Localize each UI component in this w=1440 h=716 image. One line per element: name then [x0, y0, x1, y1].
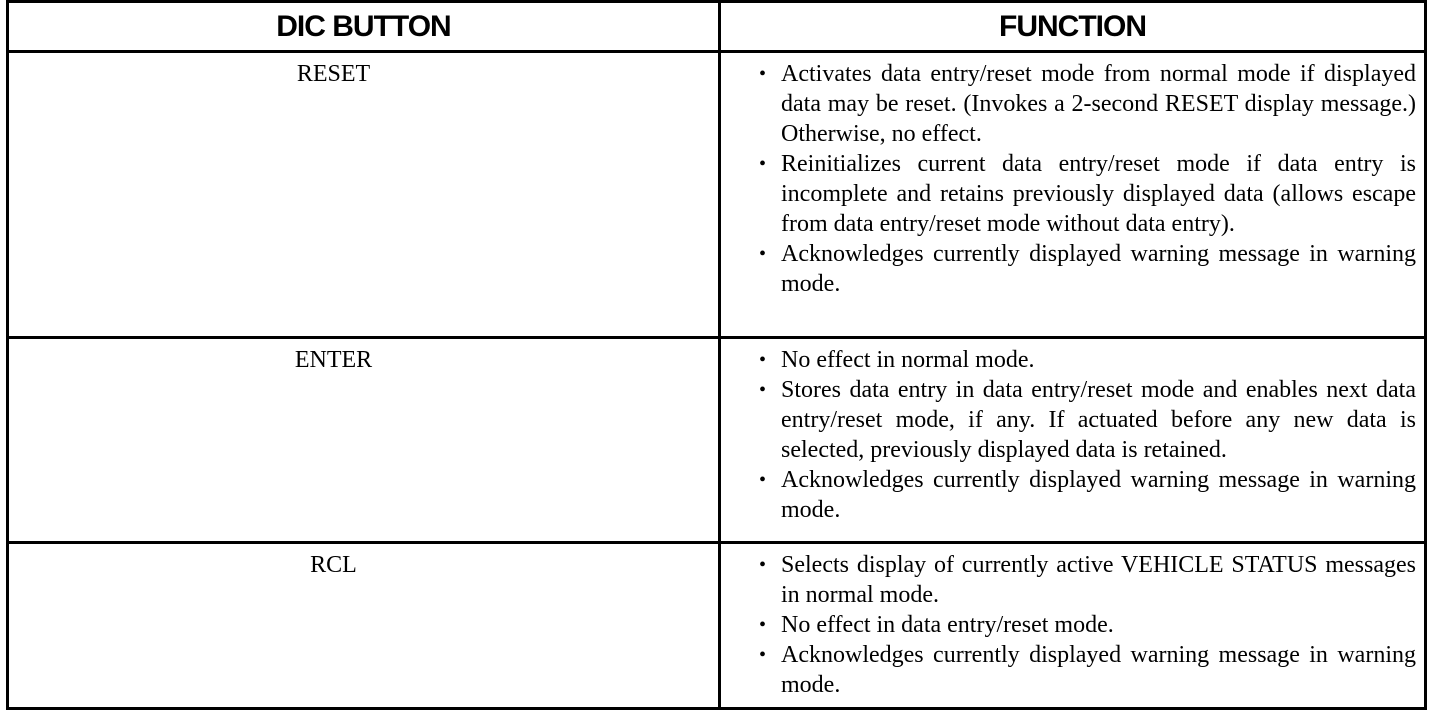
document-page	[6, 0, 1424, 712]
function-cell-rcl	[720, 542, 1426, 708]
button-name-reset: RESET	[8, 52, 720, 338]
header-row	[8, 2, 1426, 52]
function-item: • Reinitializes current data entry/reset mode if data entry is incomplete and retains previously displayed data (allows escape from data entry/reset mode without data entry).	[759, 149, 1416, 239]
button-name-rcl: RCL	[8, 542, 720, 708]
table-row-rcl	[8, 542, 1426, 708]
button-name-enter: ENTER	[8, 338, 720, 543]
function-item: • No effect in data entry/reset mode.	[759, 610, 1416, 640]
function-cell-reset	[720, 52, 1426, 338]
table-row-reset	[8, 52, 1426, 338]
function-item: • No effect in normal mode.	[759, 345, 1416, 375]
function-item: • Activates data entry/reset mode from normal mode if displayed data may be reset. (Invokes a 2-second RESET display message.) Otherwise, no effect.	[759, 59, 1416, 149]
function-item: • Acknowledges currently displayed warning message in warning mode.	[759, 640, 1416, 700]
dic-button-function-table	[6, 0, 1427, 710]
function-item: • Selects display of currently active VEHICLE STATUS messages in normal mode.	[759, 550, 1416, 610]
function-list	[759, 345, 1416, 525]
header-function: FUNCTION	[720, 2, 1426, 52]
function-list	[759, 550, 1416, 700]
function-cell-enter	[720, 338, 1426, 543]
function-list	[759, 59, 1416, 299]
header-dic-button: DIC BUTTON	[8, 2, 720, 52]
function-item: • Stores data entry in data entry/reset mode and enables next data entry/reset mode, if any. If actuated before any new data is selected, previously displayed data is retained.	[759, 375, 1416, 465]
table-row-enter	[8, 338, 1426, 543]
function-item: • Acknowledges currently displayed warning message in warning mode.	[759, 465, 1416, 525]
function-item: • Acknowledges currently displayed warning message in warning mode.	[759, 239, 1416, 299]
